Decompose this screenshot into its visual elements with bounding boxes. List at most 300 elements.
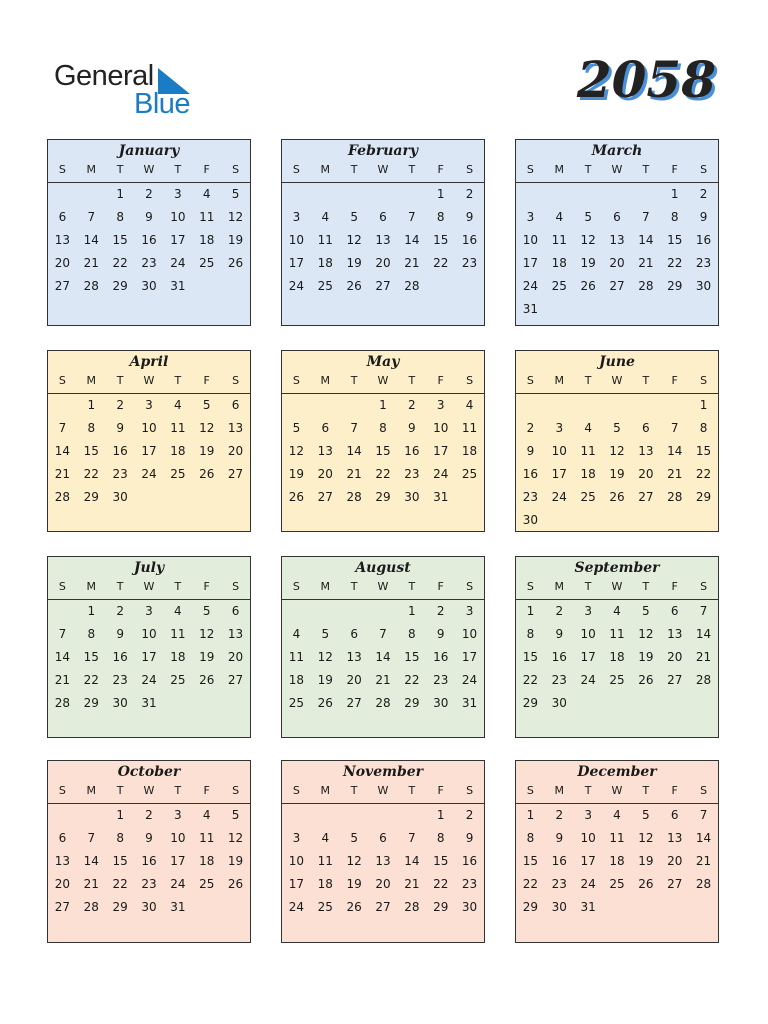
day-cell: 12 — [199, 421, 215, 435]
day-cell: 1 — [379, 398, 387, 412]
day-cell: 19 — [580, 256, 596, 270]
month-november — [281, 760, 485, 943]
day-cell: 27 — [54, 900, 71, 914]
day-cell: 13 — [317, 444, 333, 458]
weekday-label: M — [86, 784, 97, 797]
day-cell: 18 — [199, 854, 215, 868]
day-cell: 25 — [609, 877, 625, 891]
day-cell: 30 — [141, 900, 157, 914]
day-cell: 8 — [379, 421, 387, 435]
day-cell: 28 — [404, 900, 420, 914]
day-cell: 31 — [580, 900, 596, 914]
day-cell: 26 — [346, 279, 362, 293]
day-cell: 20 — [609, 256, 625, 270]
day-cell: 14 — [83, 854, 99, 868]
day-cell: 5 — [231, 187, 240, 201]
day-cell: 16 — [461, 233, 478, 247]
day-cell: 20 — [346, 673, 362, 687]
day-cell: 9 — [408, 421, 416, 435]
day-cell: 7 — [408, 831, 416, 845]
day-cell: 5 — [642, 604, 650, 618]
day-cell: 11 — [317, 233, 333, 247]
weekday-label: S — [292, 784, 300, 797]
day-cell: 15 — [112, 854, 128, 868]
day-cell: 1 — [699, 398, 708, 412]
day-cell: 12 — [317, 650, 333, 664]
day-cell: 20 — [375, 877, 391, 891]
day-empty — [282, 394, 311, 417]
weekday-label: T — [350, 374, 358, 387]
weekday-label: T — [116, 580, 124, 593]
weekday-label: M — [320, 784, 331, 797]
day-empty — [340, 804, 369, 827]
day-cell: 16 — [141, 854, 157, 868]
day-cell: 25 — [199, 877, 215, 891]
day-cell: 23 — [112, 673, 128, 687]
weekday-label: W — [377, 580, 389, 593]
day-cell: 9 — [526, 444, 535, 458]
day-cell: 12 — [580, 233, 596, 247]
weekday-label: S — [466, 163, 474, 176]
day-cell: 3 — [145, 398, 153, 412]
weekday-label: W — [143, 580, 155, 593]
weekday-label: T — [584, 580, 592, 593]
day-cell: 13 — [346, 650, 362, 664]
day-cell: 12 — [346, 233, 362, 247]
day-cell: 4 — [174, 604, 182, 618]
weekday-label: T — [116, 784, 124, 797]
day-cell: 24 — [461, 673, 478, 687]
day-cell: 25 — [317, 279, 333, 293]
weekday-label: T — [642, 163, 650, 176]
day-cell: 3 — [292, 831, 301, 845]
day-grid — [516, 804, 718, 919]
day-cell: 11 — [461, 421, 478, 435]
day-cell: 1 — [436, 187, 445, 201]
weekday-label: T — [350, 163, 358, 176]
day-empty — [48, 394, 77, 417]
day-cell: 30 — [551, 900, 567, 914]
day-empty — [369, 183, 398, 206]
day-cell: 6 — [58, 210, 67, 224]
month-name: March — [591, 143, 643, 159]
weekday-label: W — [611, 784, 623, 797]
day-cell: 27 — [317, 490, 333, 504]
day-empty — [397, 183, 426, 206]
day-cell: 28 — [54, 696, 71, 710]
day-cell: 11 — [199, 210, 215, 224]
day-cell: 13 — [609, 233, 625, 247]
day-cell: 17 — [170, 233, 186, 247]
day-cell: 25 — [288, 696, 305, 710]
weekday-label: T — [174, 580, 182, 593]
day-empty — [516, 183, 545, 206]
day-cell: 2 — [145, 187, 153, 201]
day-cell: 29 — [375, 490, 391, 504]
day-cell: 4 — [613, 808, 621, 822]
day-cell: 16 — [112, 444, 128, 458]
day-cell: 19 — [346, 256, 362, 270]
month-june — [515, 350, 719, 532]
day-cell: 12 — [638, 831, 654, 845]
month-march — [515, 139, 719, 326]
day-cell: 7 — [58, 421, 67, 435]
day-cell: 30 — [112, 696, 128, 710]
day-cell: 19 — [317, 673, 333, 687]
day-empty — [48, 183, 77, 206]
day-empty — [311, 183, 340, 206]
weekday-label: W — [377, 163, 389, 176]
day-cell: 19 — [288, 467, 305, 481]
day-cell: 31 — [141, 696, 157, 710]
day-cell: 22 — [83, 673, 99, 687]
weekday-label: F — [671, 163, 678, 176]
day-cell: 12 — [288, 444, 305, 458]
day-cell: 24 — [580, 673, 596, 687]
day-cell: 19 — [227, 233, 244, 247]
day-cell: 5 — [231, 808, 240, 822]
day-cell: 25 — [580, 490, 596, 504]
weekday-label: F — [437, 580, 444, 593]
day-cell: 26 — [288, 490, 305, 504]
day-cell: 26 — [580, 279, 596, 293]
day-cell: 24 — [170, 877, 186, 891]
day-cell: 1 — [116, 808, 124, 822]
day-cell: 10 — [433, 421, 449, 435]
weekday-label: M — [554, 374, 565, 387]
day-cell: 7 — [699, 604, 708, 618]
day-cell: 28 — [667, 490, 683, 504]
day-cell: 17 — [580, 854, 596, 868]
day-cell: 28 — [346, 490, 362, 504]
day-cell: 25 — [609, 673, 625, 687]
day-cell: 11 — [170, 627, 186, 641]
day-cell: 4 — [321, 831, 330, 845]
day-cell: 22 — [112, 877, 128, 891]
day-cell: 26 — [638, 673, 654, 687]
day-cell: 11 — [288, 650, 305, 664]
weekday-label: T — [116, 374, 124, 387]
day-cell: 17 — [288, 256, 305, 270]
day-cell: 3 — [465, 604, 474, 618]
day-cell: 2 — [436, 604, 445, 618]
day-cell: 28 — [695, 877, 712, 891]
day-cell: 28 — [638, 279, 654, 293]
day-grid — [48, 394, 250, 509]
day-cell: 6 — [670, 808, 679, 822]
day-cell: 18 — [609, 854, 625, 868]
day-cell: 22 — [667, 256, 683, 270]
day-empty — [340, 394, 369, 417]
day-cell: 10 — [551, 444, 567, 458]
day-cell: 13 — [375, 233, 391, 247]
weekday-label: M — [86, 580, 97, 593]
day-cell: 31 — [170, 279, 186, 293]
day-cell: 2 — [699, 187, 708, 201]
day-cell: 9 — [116, 627, 124, 641]
day-cell: 16 — [404, 444, 420, 458]
weekday-label: S — [58, 163, 66, 176]
day-cell: 4 — [613, 604, 621, 618]
weekday-label: S — [466, 784, 474, 797]
day-cell: 1 — [408, 604, 416, 618]
month-february — [281, 139, 485, 326]
weekday-label: M — [554, 784, 565, 797]
day-empty — [77, 183, 106, 206]
day-cell: 8 — [116, 831, 124, 845]
day-empty — [516, 394, 545, 417]
day-cell: 26 — [609, 490, 625, 504]
weekday-label: F — [671, 580, 678, 593]
day-cell: 8 — [526, 831, 535, 845]
weekday-header — [48, 371, 250, 394]
weekday-label: S — [292, 374, 300, 387]
month-name: December — [577, 764, 657, 780]
day-cell: 5 — [350, 210, 358, 224]
day-cell: 19 — [199, 650, 215, 664]
weekday-label: T — [584, 784, 592, 797]
weekday-label: S — [292, 580, 300, 593]
day-cell: 21 — [346, 467, 362, 481]
weekday-header — [516, 371, 718, 394]
day-cell: 24 — [170, 256, 186, 270]
day-empty — [631, 394, 660, 417]
weekday-header — [282, 160, 484, 183]
day-cell: 27 — [375, 279, 391, 293]
month-name: September — [574, 560, 660, 576]
weekday-label: S — [232, 784, 240, 797]
weekday-label: S — [232, 580, 240, 593]
day-empty — [545, 394, 574, 417]
day-cell: 15 — [83, 650, 99, 664]
day-cell: 11 — [580, 444, 596, 458]
day-cell: 14 — [404, 854, 420, 868]
day-cell: 21 — [667, 467, 683, 481]
day-cell: 8 — [116, 210, 124, 224]
weekday-label: S — [700, 580, 708, 593]
day-cell: 15 — [112, 233, 128, 247]
day-cell: 21 — [54, 467, 71, 481]
day-cell: 14 — [695, 831, 712, 845]
day-cell: 14 — [638, 233, 654, 247]
day-cell: 20 — [317, 467, 333, 481]
weekday-label: T — [408, 163, 416, 176]
weekday-label: T — [116, 163, 124, 176]
day-cell: 22 — [433, 877, 449, 891]
day-empty — [282, 600, 311, 623]
day-cell: 27 — [638, 490, 654, 504]
month-name: April — [129, 354, 169, 370]
day-cell: 5 — [642, 808, 650, 822]
day-cell: 19 — [638, 650, 654, 664]
weekday-header — [282, 577, 484, 600]
weekday-label: S — [292, 163, 300, 176]
day-cell: 27 — [609, 279, 625, 293]
day-cell: 6 — [321, 421, 330, 435]
day-cell: 19 — [346, 877, 362, 891]
day-cell: 7 — [699, 808, 708, 822]
weekday-label: F — [437, 784, 444, 797]
day-cell: 31 — [522, 302, 539, 316]
day-cell: 12 — [227, 831, 244, 845]
weekday-header — [48, 781, 250, 804]
day-cell: 14 — [346, 444, 362, 458]
day-cell: 27 — [227, 467, 244, 481]
day-cell: 26 — [199, 673, 215, 687]
day-cell: 15 — [667, 233, 683, 247]
day-cell: 10 — [580, 831, 596, 845]
day-cell: 8 — [87, 421, 96, 435]
day-cell: 25 — [199, 256, 215, 270]
month-october — [47, 760, 251, 943]
day-cell: 23 — [461, 877, 478, 891]
day-cell: 20 — [667, 854, 683, 868]
day-cell: 6 — [379, 210, 387, 224]
day-cell: 22 — [522, 673, 539, 687]
day-cell: 26 — [346, 900, 362, 914]
day-cell: 12 — [609, 444, 625, 458]
day-cell: 21 — [404, 877, 420, 891]
month-august — [281, 556, 485, 738]
day-grid — [48, 600, 250, 715]
day-cell: 23 — [112, 467, 128, 481]
day-cell: 22 — [433, 256, 449, 270]
day-cell: 23 — [141, 877, 157, 891]
month-december — [515, 760, 719, 943]
day-cell: 6 — [670, 604, 679, 618]
weekday-label: W — [377, 374, 389, 387]
day-cell: 14 — [695, 627, 712, 641]
day-cell: 29 — [695, 490, 712, 504]
day-cell: 10 — [288, 854, 305, 868]
weekday-label: S — [232, 374, 240, 387]
day-cell: 6 — [613, 210, 621, 224]
day-cell: 26 — [317, 696, 333, 710]
day-cell: 21 — [83, 256, 99, 270]
day-cell: 15 — [522, 854, 539, 868]
day-cell: 20 — [227, 650, 244, 664]
month-name: October — [117, 764, 181, 780]
day-cell: 7 — [642, 210, 650, 224]
day-cell: 2 — [116, 398, 124, 412]
weekday-header — [282, 781, 484, 804]
day-cell: 10 — [461, 627, 478, 641]
day-cell: 4 — [465, 398, 474, 412]
day-cell: 25 — [461, 467, 478, 481]
day-cell: 30 — [112, 490, 128, 504]
day-cell: 30 — [695, 279, 712, 293]
day-cell: 18 — [551, 256, 567, 270]
day-cell: 15 — [83, 444, 99, 458]
weekday-label: M — [86, 374, 97, 387]
weekday-label: T — [584, 374, 592, 387]
weekday-label: T — [174, 163, 182, 176]
day-cell: 6 — [379, 831, 387, 845]
day-cell: 28 — [83, 900, 99, 914]
weekday-label: W — [143, 374, 155, 387]
day-cell: 29 — [112, 279, 128, 293]
day-cell: 16 — [695, 233, 712, 247]
day-cell: 22 — [404, 673, 420, 687]
day-cell: 30 — [551, 696, 567, 710]
day-cell: 27 — [227, 673, 244, 687]
day-cell: 8 — [436, 210, 445, 224]
day-cell: 28 — [404, 279, 420, 293]
weekday-label: T — [642, 580, 650, 593]
day-cell: 8 — [408, 627, 416, 641]
day-cell: 28 — [83, 279, 99, 293]
day-cell: 20 — [54, 877, 71, 891]
weekday-header — [282, 371, 484, 394]
day-cell: 11 — [609, 627, 625, 641]
day-cell: 1 — [436, 808, 445, 822]
day-cell: 3 — [174, 808, 182, 822]
day-cell: 24 — [551, 490, 567, 504]
weekday-label: S — [58, 374, 66, 387]
day-cell: 13 — [227, 421, 244, 435]
day-cell: 18 — [317, 877, 333, 891]
day-cell: 21 — [638, 256, 654, 270]
day-cell: 22 — [375, 467, 391, 481]
day-cell: 9 — [116, 421, 124, 435]
month-july — [47, 556, 251, 738]
day-cell: 18 — [288, 673, 305, 687]
day-cell: 17 — [522, 256, 539, 270]
day-cell: 8 — [436, 831, 445, 845]
day-cell: 15 — [375, 444, 391, 458]
day-cell: 5 — [292, 421, 301, 435]
weekday-label: M — [554, 580, 565, 593]
day-cell: 26 — [638, 877, 654, 891]
day-cell: 3 — [584, 808, 592, 822]
day-cell: 23 — [461, 256, 478, 270]
day-cell: 23 — [695, 256, 712, 270]
day-cell: 9 — [436, 627, 445, 641]
weekday-header — [516, 781, 718, 804]
generalblue-logo — [54, 60, 204, 130]
weekday-label: T — [642, 784, 650, 797]
weekday-label: T — [408, 784, 416, 797]
weekday-label: W — [611, 163, 623, 176]
day-cell: 18 — [170, 444, 186, 458]
day-empty — [311, 804, 340, 827]
day-cell: 30 — [433, 696, 449, 710]
day-cell: 26 — [227, 877, 244, 891]
day-cell: 29 — [433, 900, 449, 914]
day-cell: 12 — [638, 627, 654, 641]
day-cell: 2 — [526, 421, 535, 435]
weekday-label: T — [408, 580, 416, 593]
weekday-label: M — [320, 580, 331, 593]
day-cell: 7 — [408, 210, 416, 224]
day-empty — [545, 183, 574, 206]
day-cell: 23 — [551, 877, 567, 891]
weekday-label: F — [671, 784, 678, 797]
day-cell: 24 — [288, 900, 305, 914]
day-cell: 24 — [288, 279, 305, 293]
day-empty — [369, 600, 398, 623]
day-cell: 1 — [526, 604, 535, 618]
day-cell: 13 — [667, 831, 683, 845]
day-cell: 24 — [141, 673, 157, 687]
day-cell: 5 — [321, 627, 330, 641]
day-cell: 18 — [609, 650, 625, 664]
day-cell: 21 — [404, 256, 420, 270]
day-cell: 12 — [227, 210, 244, 224]
day-empty — [340, 600, 369, 623]
day-cell: 5 — [202, 604, 211, 618]
day-cell: 24 — [522, 279, 539, 293]
